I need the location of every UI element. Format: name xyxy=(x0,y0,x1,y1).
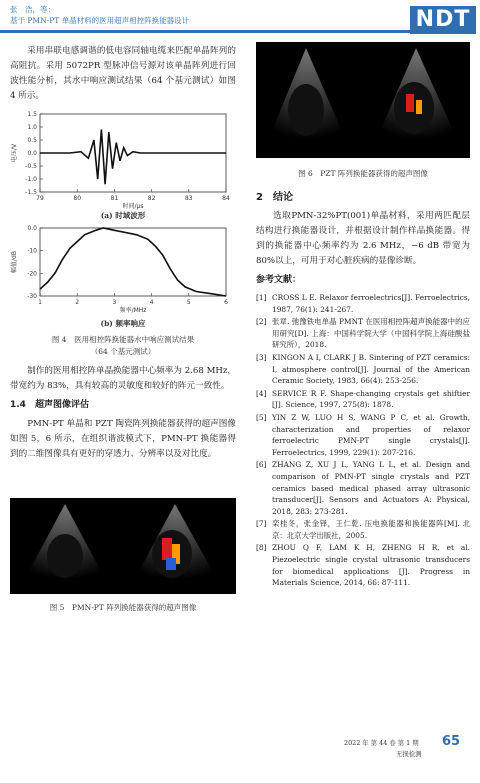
reference-item xyxy=(256,412,470,458)
header-title: 基于 PMN-PT 单晶材料的医用超声相控阵换能器设计 xyxy=(10,16,190,25)
data-point xyxy=(114,230,115,231)
data-point xyxy=(140,153,141,154)
y-tick-label: -1.5 xyxy=(25,189,37,196)
x-tick-label: 81 xyxy=(110,195,119,202)
data-point xyxy=(127,155,128,156)
x-tick-label: 84 xyxy=(222,195,230,202)
y-axis-label: 电压/V xyxy=(11,143,18,163)
reference-item xyxy=(256,352,470,387)
para-frequency: 制作的医用相控阵单晶换能器中心频率为 2.68 MHz，带宽约为 83%，具有较高的灵敏度和较好的阵元一致性。 xyxy=(10,366,236,391)
reference-number: [6] xyxy=(256,460,267,470)
series-line xyxy=(40,228,226,296)
header-authors: 张 浩，等： xyxy=(10,5,55,14)
series-line xyxy=(40,130,226,185)
data-point xyxy=(162,255,163,256)
data-point xyxy=(88,158,89,159)
fig6-ultrasound-image xyxy=(256,42,470,158)
chart-a-subcaption: (a) 时域波形 xyxy=(100,211,146,220)
data-point xyxy=(226,153,227,154)
data-point xyxy=(136,235,137,236)
data-point xyxy=(211,293,212,294)
data-point xyxy=(125,232,126,233)
x-axis-label: 频率/MHz xyxy=(119,307,147,314)
x-tick-label: 83 xyxy=(184,195,193,202)
x-tick-label: 5 xyxy=(186,299,191,306)
reference-number: [5] xyxy=(256,412,267,422)
fig5-ultrasound-image xyxy=(10,498,236,594)
para-matching: 采用串联电感调谐的低电容同轴电缆来匹配单晶阵列的高阻抗。采用 5072PR 型脉冲信号源对该单晶阵列进行回波性能分析，其水中响应测试结果（64 个基元测试）如图 4 所示。 xyxy=(10,46,236,101)
data-point xyxy=(94,140,95,141)
reference-item xyxy=(256,518,470,541)
data-point xyxy=(84,235,85,236)
data-point xyxy=(55,273,56,274)
reference-text: SERVICE R F. Shape-changing crystals get shiftier [J]. Science, 1997, 275(8): 1878. xyxy=(272,388,470,410)
data-point xyxy=(116,142,117,143)
y-tick-label: -30 xyxy=(27,293,37,300)
x-tick-label: 6 xyxy=(224,299,228,306)
frequency-response-chart xyxy=(10,222,236,322)
reference-text: ZHANG Z, XU J L, YANG L L, et al. Design and comparison of PMN-PT single crystals and PZT ceramics based medical phased array ultrasonic transducer[J]. Sensors and Actuators A: Physical, 2018, 283: 273-281. xyxy=(272,460,470,516)
reference-number: [8] xyxy=(256,543,267,553)
left-column-lower xyxy=(10,364,236,462)
data-point xyxy=(155,246,156,247)
footer-volume: 2022 年 第 44 卷 第 1 期 xyxy=(344,739,419,747)
x-axis-label: 时间/μs xyxy=(122,203,144,210)
y-axis-label: 幅值/dB xyxy=(11,251,18,273)
fig4-caption-line1: 图 4 医用相控阵换能器水中响应测试结果 xyxy=(51,335,195,344)
para-conclusion: 选取PMN-32%PT(001)单晶材料，采用两匹配层结构进行换能器设计，并根据设计制作样品换能器。得到的换能器中心频率约为 2.6 MHz，−6 dB 带宽为 80%以上，可用于对心脏疾病的显像诊断。 xyxy=(256,211,470,266)
data-point xyxy=(105,184,106,185)
page-number: 65 xyxy=(442,734,461,749)
y-tick-label: -0.5 xyxy=(25,163,37,170)
reference-number: [2] xyxy=(256,317,267,327)
reference-text: ZHOU Q F, LAM K H, ZHENG H R, et al. Piezoelectric single crystal ultrasonic transducers for biomedical applications [J]. Progress in Materials Science, 2014, 66: 87-111. xyxy=(272,543,470,588)
data-point xyxy=(109,132,110,133)
section-2-heading: 2 结论 xyxy=(256,192,293,203)
chart-b-subcaption: (b) 频率响应 xyxy=(100,319,146,328)
data-point xyxy=(97,179,98,180)
data-point xyxy=(77,241,78,242)
journal-logo: NDT xyxy=(410,6,476,34)
y-tick-label: -20 xyxy=(27,270,37,278)
reference-text: KINGON A I, CLARK J B. Sintering of PZT ceramics: I, atmosphere control[J]. Journal of the American Ceramic Society, 1983, 66(4): 253-256. xyxy=(272,352,470,386)
reference-text: 栾桂冬，张金铎，王仁乾. 压电换能器和换能器阵[M]. 北京：北京大学出版社，2005. xyxy=(272,519,470,540)
y-tick-label: -1.0 xyxy=(25,176,37,183)
fig4-caption xyxy=(10,334,236,358)
reference-item xyxy=(256,542,470,588)
reference-text: 张章. 弛豫铁电单晶 PMNT 在医用相控阵超声换能器中的应用研究[D]. 上海：中国科学院大学（中国科学院上海硅酸盐研究所），2018. xyxy=(272,317,470,350)
para-image-eval: PMN-PT 单晶和 PZT 陶瓷阵列换能器获得的超声图像如图 5，6 所示，在组织谐波模式下，PMN-PT 换能器得到的二维图像具有更好的穿透力、分辨率以及对比度。 xyxy=(10,419,236,459)
data-point xyxy=(133,151,134,152)
reference-item xyxy=(256,388,470,411)
y-tick-label: 0.0 xyxy=(27,150,37,157)
data-point xyxy=(62,259,63,260)
data-point xyxy=(40,153,41,154)
data-point xyxy=(120,161,121,162)
reference-number: [7] xyxy=(256,519,267,529)
data-point xyxy=(81,151,82,152)
x-tick-label: 3 xyxy=(112,299,117,306)
x-tick-label: 1 xyxy=(38,299,42,306)
x-tick-label: 4 xyxy=(149,299,154,306)
x-tick-label: 82 xyxy=(147,195,156,202)
section-1-4-heading: 1.4 超声图像评估 xyxy=(10,400,89,410)
plot-frame xyxy=(40,228,226,296)
y-tick-label: -10 xyxy=(27,247,37,255)
data-point xyxy=(47,282,48,283)
y-tick-label: 0.5 xyxy=(27,137,37,144)
reference-number: [4] xyxy=(256,388,267,398)
y-tick-label: 1.5 xyxy=(27,111,37,118)
left-column xyxy=(10,44,236,104)
data-point xyxy=(189,153,190,154)
reference-number: [1] xyxy=(256,293,267,302)
data-point xyxy=(148,239,149,240)
references-heading: 参考文献： xyxy=(256,275,302,285)
fig5-caption: 图 5 PMN-PT 阵列换能器获得的超声图像 xyxy=(49,603,197,612)
data-point xyxy=(103,228,104,229)
header-rule xyxy=(0,30,428,33)
data-point xyxy=(170,269,171,270)
data-point xyxy=(96,230,97,231)
reference-item xyxy=(256,292,470,315)
x-tick-label: 2 xyxy=(75,299,80,306)
reference-item xyxy=(256,316,470,351)
page-header xyxy=(0,0,480,38)
fig6-ultrasound-svg xyxy=(256,42,470,158)
data-point xyxy=(69,153,70,154)
reference-item xyxy=(256,459,470,517)
right-column xyxy=(256,186,470,590)
y-tick-label: 0.0 xyxy=(27,225,37,232)
data-point xyxy=(112,168,113,169)
data-point xyxy=(185,287,186,288)
data-point xyxy=(151,153,152,154)
data-point xyxy=(196,291,197,292)
data-point xyxy=(123,148,124,149)
reference-text: CROSS L E. Relaxor ferroelectrics[J]. Ferroelectrics, 1987, 76(1): 241-267. xyxy=(272,293,470,314)
fig4-caption-line2: （64 个基元测试） xyxy=(90,347,156,356)
fig5-ultrasound-svg xyxy=(10,498,236,594)
data-point xyxy=(177,280,178,281)
fig6-caption: 图 6 PZT 阵列换能器获得的超声图像 xyxy=(298,169,428,178)
time-domain-chart xyxy=(10,110,236,222)
references-list xyxy=(256,292,470,589)
reference-text: YIN Z W, LUO H S, WANG P C, et al. Growth, characterization and properties of relaxor ferroelectric PMN-PT single crystals[J]. Ferroelectrics, 1999, 229(1): 207-216. xyxy=(272,412,470,457)
footer-journal: 无损检测 xyxy=(396,750,422,758)
x-tick-label: 79 xyxy=(36,195,44,202)
data-point xyxy=(101,129,102,130)
x-tick-label: 80 xyxy=(73,195,82,202)
y-tick-label: 1.0 xyxy=(27,124,37,131)
data-point xyxy=(40,289,41,290)
data-point xyxy=(226,296,227,297)
data-point xyxy=(69,248,70,249)
reference-number: [3] xyxy=(256,352,267,362)
